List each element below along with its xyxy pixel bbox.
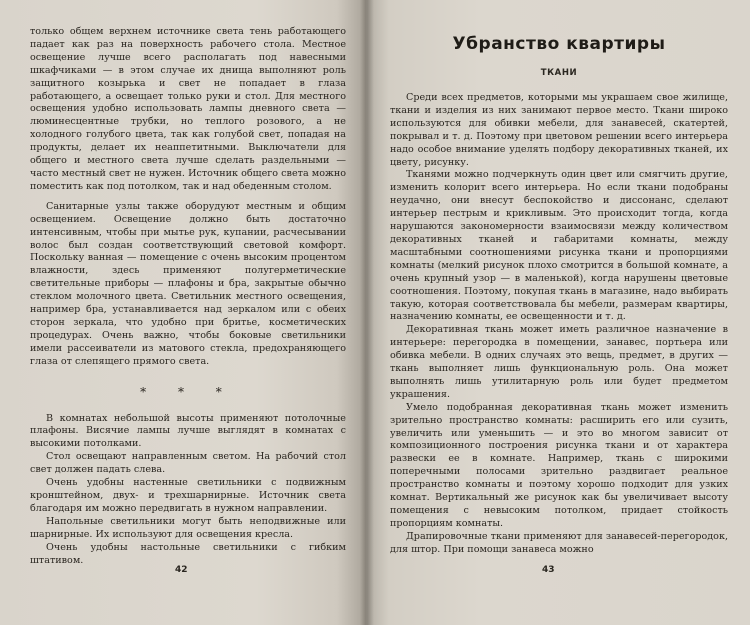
right-paragraph-2: Тканями можно подчеркнуть один цвет или смягчить другие, изменить колорит всего интерьера. Но если ткани подобраны неудачно, они внесут беспокойство и диссонанс, сделают интерьер пестрым и крикливым. Это происходит тогда, когда нарушаются закономерности взаимосвязи между количеством декоративных тканей и габаритами комнаты, между масштабными соотношениями рисунка ткани и пропорциями комнаты (мелкий рисунок плохо смотрится в большой комнате, а очень крупный узор — в маленькой), когда нарушены цветовые соотношения. Поэтому, покупая ткань в магазине, надо выбирать такую, которая соответствовала бы мебели, размерам квартиры, назначению комнаты, ее освещенности и т. д. [390,169,728,323]
left-paragraph-5: Очень удобны настенные светильники с подвижным кронштейном, двух- и трехшарнирные. Источник света благодаря им можно передвигать в нужном направлении. [30,477,346,514]
left-paragraph-4: Стол освещают направленным светом. На рабочий стол свет должен падать слева. [30,451,346,476]
right-paragraph-3: Декоративная ткань может иметь различное назначение в интерьере: перегородка в помещении, занавес, портьера или обивка мебели. В одних случаях это вещь, предмет, в других — ткань выполняет лишь функциональную роль. Она может выполнять лишь утилитарную роль или будет предметом украшения. [390,324,728,400]
right-paragraph-5: Драпировочные ткани применяют для занавесей-перегородок, для штор. При помощи занавеса можно [390,530,729,555]
left-paragraph-7: Очень удобны настольные светильники с гибким штативом. [30,541,346,566]
left-paragraph-1: только общем верхнем источнике света тень работающего падает как раз на поверхность рабочего стола. Местное освещение лучше всего располагать под навесными шкафчиками — в этом случае их днища выполняют роль защитного козырька и свет не попадает в глаза работающего, а освещает только руки и стол. Для местного освещения удобно использовать лампы дневного света — люминесцентные трубки, но теплого розового, а не холодного голубого цвета, так как голубой свет, попадая на продукты, делает их неаппетитными. Выключатели для общего и местного света лучше сделать раздельными — часто местный свет не нужен. Источник общего света можно поместить как под потолком, так и над обеденным столом. [30,26,346,192]
section-separator: * * * [140,384,236,399]
right-paragraph-1: Среди всех предметов, которыми мы украшаем свое жилище, ткани и изделия из них занимают первое место. Ткани широко используются для обивки мебели, для занавесей, скатертей, покрывал и т. д. Поэтому при цветовом решении всего интерьера надо особое внимание уделять подбору декоративных тканей, их цвету, рисунку. [390,92,728,168]
right-paragraph-4: Умело подобранная декоративная ткань может изменить зрительно пространство комнаты: расширить его или сузить, увеличить или уменьшить — и это во многом зависит от композиционного построения рисунка ткани и от характера развески ее в комнате. Например, ткань с широкими поперечными полосами зрительно раздвигает реальное пространство комнаты и поэтому хорошо подходит для узких комнат. Вертикальный же рисунок как бы увеличивает высоту помещения с невысоким потолком, придает стойкость пропорциям комнаты. [390,401,728,529]
page-number-left: 42 [175,565,188,575]
left-paragraph-2: Санитарные узлы также оборудуют местным и общим освещением. Освещение должно быть достаточно интенсивным, чтобы при мытье рук, купании, расчесывании волос был создан соответствующий световой комфорт. Поскольку ванная — помещение с очень высоким процентом влажности, здесь применяют полугерметические светительные приборы — плафоны и бра, закрытые обычно стеклом молочного цвета. Светильник местного освещения, например бра, устанавливается над зеркалом или с обеих сторон зеркала, что удобно при бритье, косметических процедурах. Очень важно, чтобы боковые светильники имели рассеиватели из матового стекла, предохраняющего глаза от слепящего прямого света. [30,200,346,367]
right-page [366,0,750,625]
left-paragraph-6: Напольные светильники могут быть неподвижные или шарнирные. Их используют для освещения кресла. [30,515,346,540]
left-page [0,0,366,625]
left-paragraph-3: В комнатах небольшой высоты применяют потолочные плафоны. Висячие лампы лучше выглядят в комнатах с высокими потолками. [30,412,346,450]
page-number-right: 43 [542,565,555,575]
chapter-title: Убранство квартиры [452,34,666,54]
section-title: ТКАНИ [540,68,578,78]
